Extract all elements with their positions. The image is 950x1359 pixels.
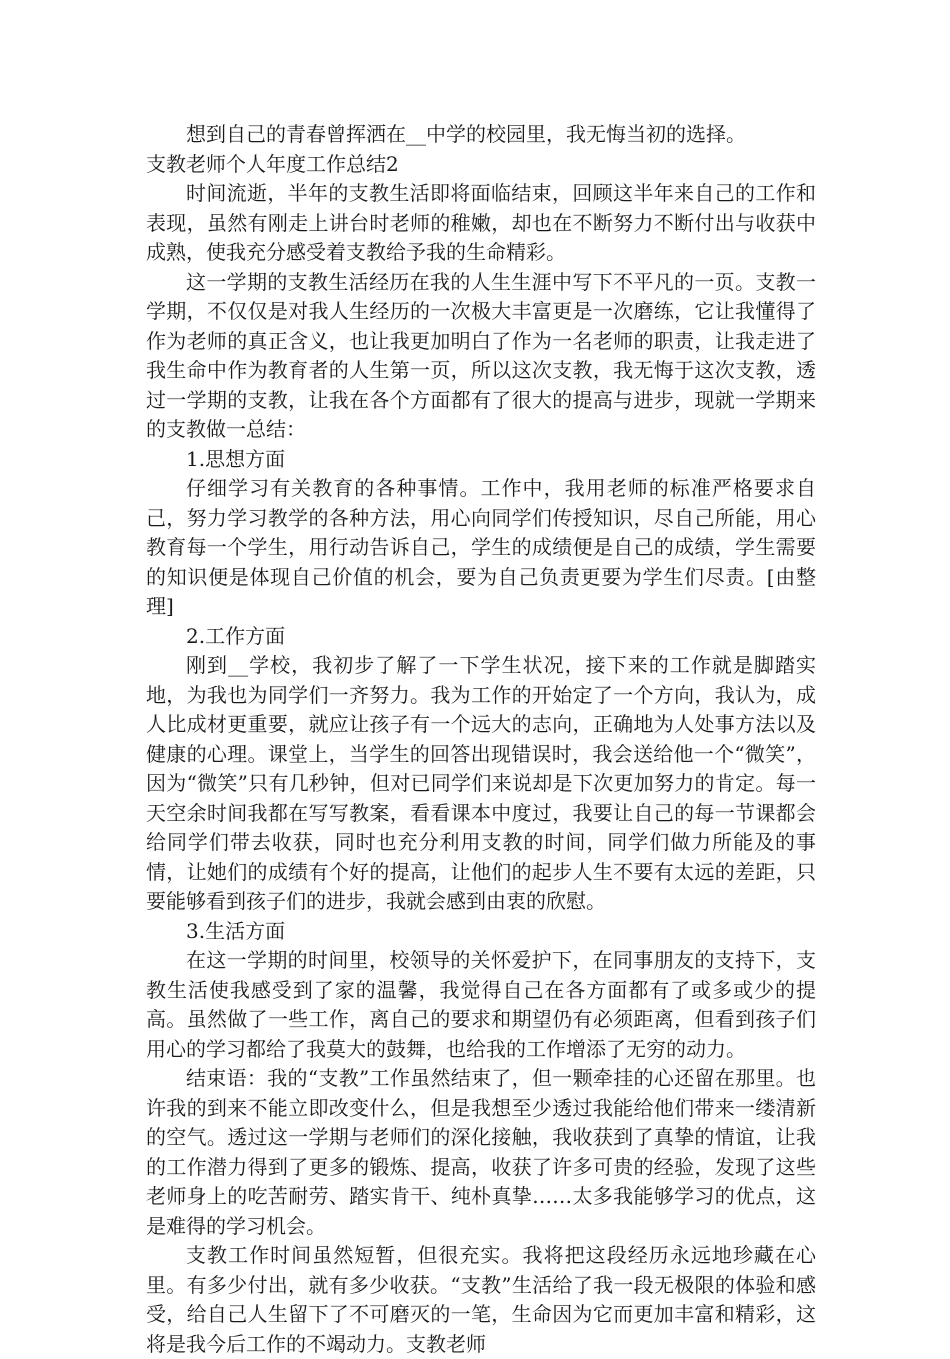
paragraph-intro: 时间流逝，半年的支教生活即将面临结束，回顾这半年来自己的工作和表现，虽然有刚走上讲台时老师的稚嫩，却也在不断努力不断付出与收获中成熟，使我充分感受着支教给予我的生命精彩。 xyxy=(146,181,816,264)
heading-life: 3.生活方面 xyxy=(186,918,286,943)
heading-thought: 1.思想方面 xyxy=(186,446,286,471)
heading-work: 2.工作方面 xyxy=(186,623,286,648)
paragraph-final: 支教工作时间虽然短暂，但很充实。我将把这段经历永远地珍藏在心里。有多少付出，就有多少收获。“支教”生活给了我一段无极限的体验和感受，给自己人生留下了不可磨灭的一笔，生命因为它而更加丰富和精彩，这将是我今后工作的不竭动力。支教老师 xyxy=(146,1243,816,1356)
paragraph-work: 刚到__学校，我初步了解了一下学生状况，接下来的工作就是脚踏实地，为我也为同学们一齐努力。我为工作的开始定了一个方向，我认为，成人比成材更重要，就应让孩子有一个远大的志向，正确地为人处事方法以及健康的心理。课堂上，当学生的回答出现错误时，我会送给他一个“微笑”，因为“微笑”只有几秒钟，但对已同学们来说却是下次更加努力的肯定。每一天空余时间我都在写写教案，看看课本中度过，我要让自己的每一节课都会给同学们带去收获，同时也充分利用支教的时间，同学们做力所能及的事情，让她们的成绩有个好的提高，让他们的起步人生不要有太远的差距，只要能够看到孩子们的进步，我就会感到由衷的欣慰。 xyxy=(146,653,816,913)
paragraph-conclusion: 结束语：我的“支教”工作虽然结束了，但一颗牵挂的心还留在那里。也许我的到来不能立即改变什么，但是我想至少透过我能给他们带来一缕清新的空气。透过这一学期与老师们的深化接触，我收获到了真挚的情谊，让我的工作潜力得到了更多的锻炼、提高，收获了许多可贵的经验，发现了这些老师身上的吃苦耐劳、踏实肯干、纯朴真挚……太多我能够学习的优点，这是难得的学习机会。 xyxy=(146,1066,816,1238)
document-body xyxy=(146,120,816,1359)
paragraph-thought: 仔细学习有关教育的各种事情。工作中，我用老师的标准严格要求自己，努力学习教学的各种方法，用心向同学们传授知识，尽自己所能，用心教育每一个学生，用行动告诉自己，学生的成绩便是自己的成绩，学生需要的知识便是体现自己价值的机会，要为自己负责更要为学生们尽责。[由整理] xyxy=(146,476,816,618)
paragraph-life: 在这一学期的时间里，校领导的关怀爱护下，在同事朋友的支持下，支教生活使我感受到了家的温馨，我觉得自己在各方面都有了或多或少的提高。虽然做了一些工作，离自己的要求和期望仍有必须距离，但看到孩子们用心的学习都给了我莫大的鼓舞，也给我的工作增添了无穷的动力。 xyxy=(146,948,816,1061)
paragraph-overview: 这一学期的支教生活经历在我的人生生涯中写下不平凡的一页。支教一学期，不仅仅是对我人生经历的一次极大丰富更是一次磨练，它让我懂得了作为老师的真正含义，也让我更加明白了作为一名老师的职责，让我走进了我生命中作为教育者的人生第一页，所以这次支教，我无悔于这次支教，透过一学期的支教，让我在各个方面都有了很大的提高与进步，现就一学期来的支教做一总结： xyxy=(146,269,816,441)
paragraph-closing-line: 想到自己的青春曾挥洒在__中学的校园里，我无悔当初的选择。 xyxy=(186,122,746,146)
section-title: 支教老师个人年度工作总结2 xyxy=(146,151,399,176)
